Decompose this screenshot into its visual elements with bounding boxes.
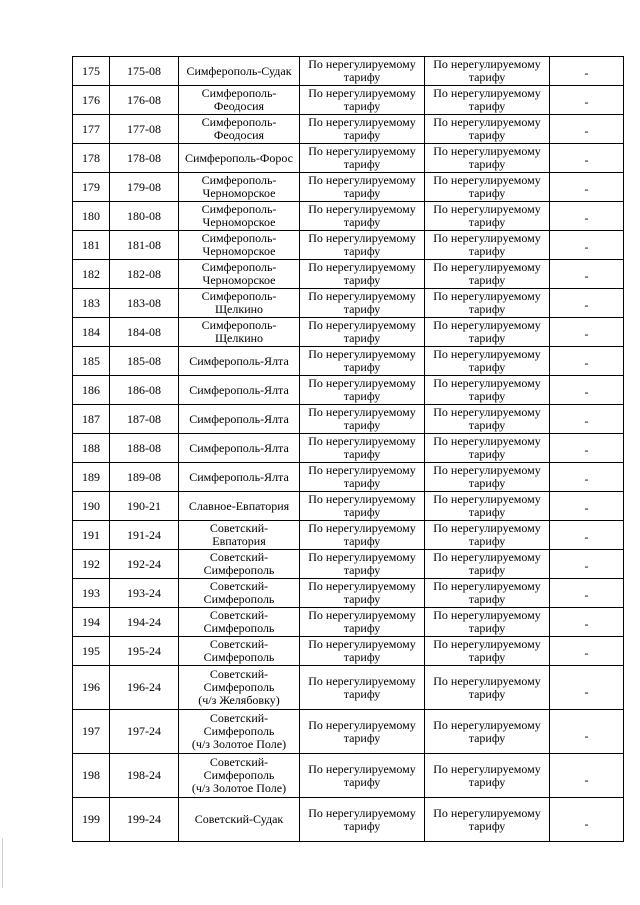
route-name-cell: Советский- Симферополь (ч/з Золотое Поле) xyxy=(179,710,300,754)
route-name-cell: Симферополь-Ялта xyxy=(179,463,300,492)
tariff-cell: По нерегулируемому тарифу xyxy=(425,434,550,463)
table-row xyxy=(73,710,624,754)
route-name-cell: Симферополь-Ялта xyxy=(179,434,300,463)
route-code-cell: 194-24 xyxy=(110,608,179,637)
route-name-cell: Симферополь-Форос xyxy=(179,144,300,173)
route-code-cell: 189-08 xyxy=(110,463,179,492)
note-cell: - xyxy=(550,318,624,347)
tariff-cell: По нерегулируемому тарифу xyxy=(300,550,425,579)
note-cell: - xyxy=(550,347,624,376)
tariff-cell: По нерегулируемому тарифу xyxy=(425,608,550,637)
tariff-cell: По нерегулируемому тарифу xyxy=(300,173,425,202)
tariff-cell: По нерегулируемому тарифу xyxy=(425,289,550,318)
routes-table xyxy=(72,56,624,842)
route-code-cell: 192-24 xyxy=(110,550,179,579)
note-cell: - xyxy=(550,434,624,463)
note-cell: - xyxy=(550,115,624,144)
tariff-cell: По нерегулируемому тарифу xyxy=(425,57,550,86)
note-cell: - xyxy=(550,405,624,434)
table-row xyxy=(73,202,624,231)
row-number-cell: 187 xyxy=(73,405,110,434)
note-cell: - xyxy=(550,463,624,492)
note-cell: - xyxy=(550,521,624,550)
route-name-cell: Советский- Симферополь xyxy=(179,579,300,608)
row-number-cell: 180 xyxy=(73,202,110,231)
route-name-cell: Симферополь- Черноморское xyxy=(179,231,300,260)
row-number-cell: 179 xyxy=(73,173,110,202)
tariff-cell: По нерегулируемому тарифу xyxy=(300,202,425,231)
table-row xyxy=(73,434,624,463)
tariff-cell: По нерегулируемому тарифу xyxy=(300,579,425,608)
row-number-cell: 183 xyxy=(73,289,110,318)
tariff-cell: По нерегулируемому тарифу xyxy=(300,710,425,754)
route-name-cell: Симферополь- Черноморское xyxy=(179,202,300,231)
tariff-cell: По нерегулируемому тарифу xyxy=(425,231,550,260)
note-cell: - xyxy=(550,86,624,115)
tariff-cell: По нерегулируемому тарифу xyxy=(425,579,550,608)
table-row xyxy=(73,289,624,318)
route-code-cell: 191-24 xyxy=(110,521,179,550)
tariff-cell: По нерегулируемому тарифу xyxy=(425,492,550,521)
route-code-cell: 178-08 xyxy=(110,144,179,173)
route-name-cell: Советский- Симферополь xyxy=(179,550,300,579)
tariff-cell: По нерегулируемому тарифу xyxy=(300,86,425,115)
note-cell: - xyxy=(550,579,624,608)
route-name-cell: Советский- Симферополь (ч/з Желябовку) xyxy=(179,666,300,710)
tariff-cell: По нерегулируемому тарифу xyxy=(300,608,425,637)
tariff-cell: По нерегулируемому тарифу xyxy=(425,550,550,579)
note-cell: - xyxy=(550,57,624,86)
table-row xyxy=(73,115,624,144)
tariff-cell: По нерегулируемому тарифу xyxy=(425,144,550,173)
note-cell: - xyxy=(550,173,624,202)
tariff-cell: По нерегулируемому тарифу xyxy=(300,521,425,550)
tariff-cell: По нерегулируемому тарифу xyxy=(300,144,425,173)
table-row xyxy=(73,144,624,173)
tariff-cell: По нерегулируемому тарифу xyxy=(425,115,550,144)
table-row xyxy=(73,492,624,521)
row-number-cell: 198 xyxy=(73,754,110,798)
tariff-cell: По нерегулируемому тарифу xyxy=(300,434,425,463)
note-cell: - xyxy=(550,492,624,521)
scan-margin-mark xyxy=(2,838,3,888)
route-code-cell: 184-08 xyxy=(110,318,179,347)
table-row xyxy=(73,86,624,115)
row-number-cell: 177 xyxy=(73,115,110,144)
route-name-cell: Симферополь-Судак xyxy=(179,57,300,86)
row-number-cell: 188 xyxy=(73,434,110,463)
route-code-cell: 180-08 xyxy=(110,202,179,231)
route-name-cell: Симферополь-Ялта xyxy=(179,405,300,434)
row-number-cell: 193 xyxy=(73,579,110,608)
tariff-cell: По нерегулируемому тарифу xyxy=(300,57,425,86)
note-cell: - xyxy=(550,231,624,260)
note-cell: - xyxy=(550,666,624,710)
note-cell: - xyxy=(550,798,624,842)
tariff-cell: По нерегулируемому тарифу xyxy=(425,376,550,405)
route-name-cell: Симферополь-Ялта xyxy=(179,347,300,376)
tariff-cell: По нерегулируемому тарифу xyxy=(425,260,550,289)
route-name-cell: Симферополь-Ялта xyxy=(179,376,300,405)
tariff-cell: По нерегулируемому тарифу xyxy=(300,463,425,492)
route-name-cell: Советский- Симферополь (ч/з Золотое Поле) xyxy=(179,754,300,798)
note-cell: - xyxy=(550,260,624,289)
route-name-cell: Славное-Евпатория xyxy=(179,492,300,521)
route-name-cell: Советский- Симферополь xyxy=(179,637,300,666)
note-cell: - xyxy=(550,289,624,318)
row-number-cell: 197 xyxy=(73,710,110,754)
route-code-cell: 190-21 xyxy=(110,492,179,521)
tariff-cell: По нерегулируемому тарифу xyxy=(425,521,550,550)
note-cell: - xyxy=(550,710,624,754)
tariff-cell: По нерегулируемому тарифу xyxy=(425,710,550,754)
route-code-cell: 187-08 xyxy=(110,405,179,434)
table-row xyxy=(73,637,624,666)
tariff-cell: По нерегулируемому тарифу xyxy=(425,347,550,376)
tariff-cell: По нерегулируемому тарифу xyxy=(425,666,550,710)
note-cell: - xyxy=(550,550,624,579)
route-code-cell: 176-08 xyxy=(110,86,179,115)
route-name-cell: Симферополь- Щелкино xyxy=(179,318,300,347)
tariff-cell: По нерегулируемому тарифу xyxy=(425,463,550,492)
table-row xyxy=(73,579,624,608)
route-name-cell: Советский-Судак xyxy=(179,798,300,842)
route-code-cell: 175-08 xyxy=(110,57,179,86)
note-cell: - xyxy=(550,202,624,231)
table-row xyxy=(73,57,624,86)
table-row xyxy=(73,550,624,579)
tariff-cell: По нерегулируемому тарифу xyxy=(300,260,425,289)
row-number-cell: 191 xyxy=(73,521,110,550)
table-row xyxy=(73,666,624,710)
row-number-cell: 196 xyxy=(73,666,110,710)
route-code-cell: 198-24 xyxy=(110,754,179,798)
row-number-cell: 182 xyxy=(73,260,110,289)
row-number-cell: 175 xyxy=(73,57,110,86)
note-cell: - xyxy=(550,376,624,405)
table-row xyxy=(73,173,624,202)
tariff-cell: По нерегулируемому тарифу xyxy=(300,231,425,260)
route-code-cell: 183-08 xyxy=(110,289,179,318)
tariff-cell: По нерегулируемому тарифу xyxy=(300,318,425,347)
tariff-cell: По нерегулируемому тарифу xyxy=(425,86,550,115)
row-number-cell: 185 xyxy=(73,347,110,376)
route-code-cell: 179-08 xyxy=(110,173,179,202)
row-number-cell: 176 xyxy=(73,86,110,115)
row-number-cell: 190 xyxy=(73,492,110,521)
table-row xyxy=(73,318,624,347)
route-code-cell: 181-08 xyxy=(110,231,179,260)
note-cell: - xyxy=(550,754,624,798)
note-cell: - xyxy=(550,144,624,173)
tariff-cell: По нерегулируемому тарифу xyxy=(300,492,425,521)
route-code-cell: 193-24 xyxy=(110,579,179,608)
route-code-cell: 199-24 xyxy=(110,798,179,842)
route-code-cell: 186-08 xyxy=(110,376,179,405)
row-number-cell: 194 xyxy=(73,608,110,637)
note-cell: - xyxy=(550,608,624,637)
tariff-cell: По нерегулируемому тарифу xyxy=(425,173,550,202)
table-row xyxy=(73,608,624,637)
row-number-cell: 192 xyxy=(73,550,110,579)
route-name-cell: Симферополь- Феодосия xyxy=(179,86,300,115)
tariff-cell: По нерегулируемому тарифу xyxy=(425,202,550,231)
table-row xyxy=(73,521,624,550)
row-number-cell: 186 xyxy=(73,376,110,405)
tariff-cell: По нерегулируемому тарифу xyxy=(425,318,550,347)
note-cell: - xyxy=(550,637,624,666)
row-number-cell: 199 xyxy=(73,798,110,842)
row-number-cell: 189 xyxy=(73,463,110,492)
routes-table-body xyxy=(73,57,624,842)
table-row xyxy=(73,260,624,289)
tariff-cell: По нерегулируемому тарифу xyxy=(300,376,425,405)
table-row xyxy=(73,376,624,405)
table-row xyxy=(73,405,624,434)
table-row xyxy=(73,463,624,492)
route-code-cell: 197-24 xyxy=(110,710,179,754)
row-number-cell: 184 xyxy=(73,318,110,347)
route-code-cell: 196-24 xyxy=(110,666,179,710)
route-name-cell: Советский- Симферополь xyxy=(179,608,300,637)
tariff-cell: По нерегулируемому тарифу xyxy=(425,405,550,434)
tariff-cell: По нерегулируемому тарифу xyxy=(425,637,550,666)
table-row xyxy=(73,231,624,260)
tariff-cell: По нерегулируемому тарифу xyxy=(300,405,425,434)
tariff-cell: По нерегулируемому тарифу xyxy=(425,798,550,842)
route-code-cell: 185-08 xyxy=(110,347,179,376)
tariff-cell: По нерегулируемому тарифу xyxy=(300,347,425,376)
tariff-cell: По нерегулируемому тарифу xyxy=(300,754,425,798)
row-number-cell: 195 xyxy=(73,637,110,666)
row-number-cell: 181 xyxy=(73,231,110,260)
table-row xyxy=(73,754,624,798)
tariff-cell: По нерегулируемому тарифу xyxy=(300,637,425,666)
tariff-cell: По нерегулируемому тарифу xyxy=(300,666,425,710)
tariff-cell: По нерегулируемому тарифу xyxy=(425,754,550,798)
route-code-cell: 182-08 xyxy=(110,260,179,289)
tariff-cell: По нерегулируемому тарифу xyxy=(300,798,425,842)
table-row xyxy=(73,798,624,842)
route-name-cell: Советский- Евпатория xyxy=(179,521,300,550)
route-name-cell: Симферополь- Феодосия xyxy=(179,115,300,144)
route-name-cell: Симферополь- Черноморское xyxy=(179,173,300,202)
route-code-cell: 177-08 xyxy=(110,115,179,144)
row-number-cell: 178 xyxy=(73,144,110,173)
tariff-cell: По нерегулируемому тарифу xyxy=(300,289,425,318)
table-row xyxy=(73,347,624,376)
tariff-cell: По нерегулируемому тарифу xyxy=(300,115,425,144)
route-code-cell: 195-24 xyxy=(110,637,179,666)
route-name-cell: Симферополь- Черноморское xyxy=(179,260,300,289)
route-name-cell: Симферополь- Щелкино xyxy=(179,289,300,318)
route-code-cell: 188-08 xyxy=(110,434,179,463)
